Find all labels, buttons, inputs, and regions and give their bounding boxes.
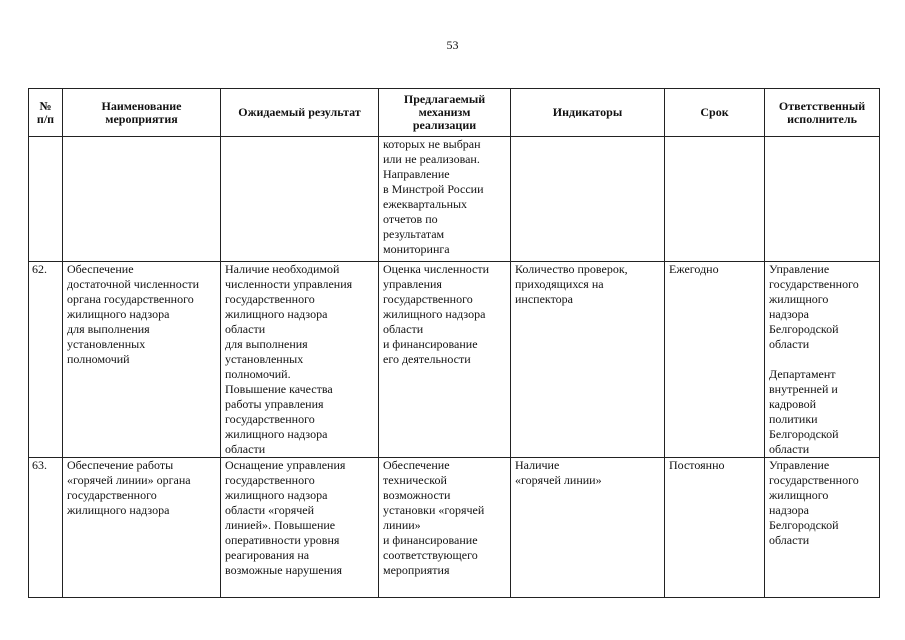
cell-mechanism: Обеспечение технической возможности установки «горячей линии» и финансирование соответствующего мероприятия [379, 458, 511, 598]
cell-term: Ежегодно [665, 262, 765, 458]
header-term: Срок [665, 89, 765, 137]
cell-mechanism: которых не выбран или не реализован. Направление в Минстрой России ежеквартальных отчетов по результатам мониторинга [379, 137, 511, 262]
cell-responsible: Управление государственного жилищного надзора Белгородской области [765, 458, 880, 598]
header-name: Наименование мероприятия [63, 89, 221, 137]
cell-name: Обеспечение работы «горячей линии» органа государственного жилищного надзора [63, 458, 221, 598]
table-row [29, 137, 880, 262]
cell-result: Наличие необходимой численности управления государственного жилищного надзора области для выполнения установленных полномочий. Повышение качества работы управления государственного жилищного надзора области [221, 262, 379, 458]
header-number: № п/п [29, 89, 63, 137]
header-mechanism: Предлагаемый механизм реализации [379, 89, 511, 137]
cell-indicators: Наличие «горячей линии» [511, 458, 665, 598]
cell-responsible: Управление государственного жилищного надзора Белгородской области Департамент внутренней и кадровой политики Белгородской области [765, 262, 880, 458]
cell-indicators [511, 137, 665, 262]
cell-result: Оснащение управления государственного жилищного надзора области «горячей линией». Повышение оперативности уровня реагирования на возможные нарушения [221, 458, 379, 598]
cell-number: 63. [29, 458, 63, 598]
cell-responsible [765, 137, 880, 262]
cell-term: Постоянно [665, 458, 765, 598]
table-row [29, 458, 880, 598]
cell-name: Обеспечение достаточной численности органа государственного жилищного надзора для выполнения установленных полномочий [63, 262, 221, 458]
cell-indicators: Количество проверок, приходящихся на инспектора [511, 262, 665, 458]
header-indicators: Индикаторы [511, 89, 665, 137]
cell-number: 62. [29, 262, 63, 458]
measures-table [28, 88, 880, 598]
page-number: 53 [446, 38, 459, 52]
cell-name [63, 137, 221, 262]
table-header-row [29, 89, 880, 137]
cell-result [221, 137, 379, 262]
table-row [29, 262, 880, 458]
header-result: Ожидаемый результат [221, 89, 379, 137]
header-responsible: Ответственный исполнитель [765, 89, 880, 137]
cell-term [665, 137, 765, 262]
cell-number [29, 137, 63, 262]
cell-mechanism: Оценка численности управления государственного жилищного надзора области и финансирование его деятельности [379, 262, 511, 458]
